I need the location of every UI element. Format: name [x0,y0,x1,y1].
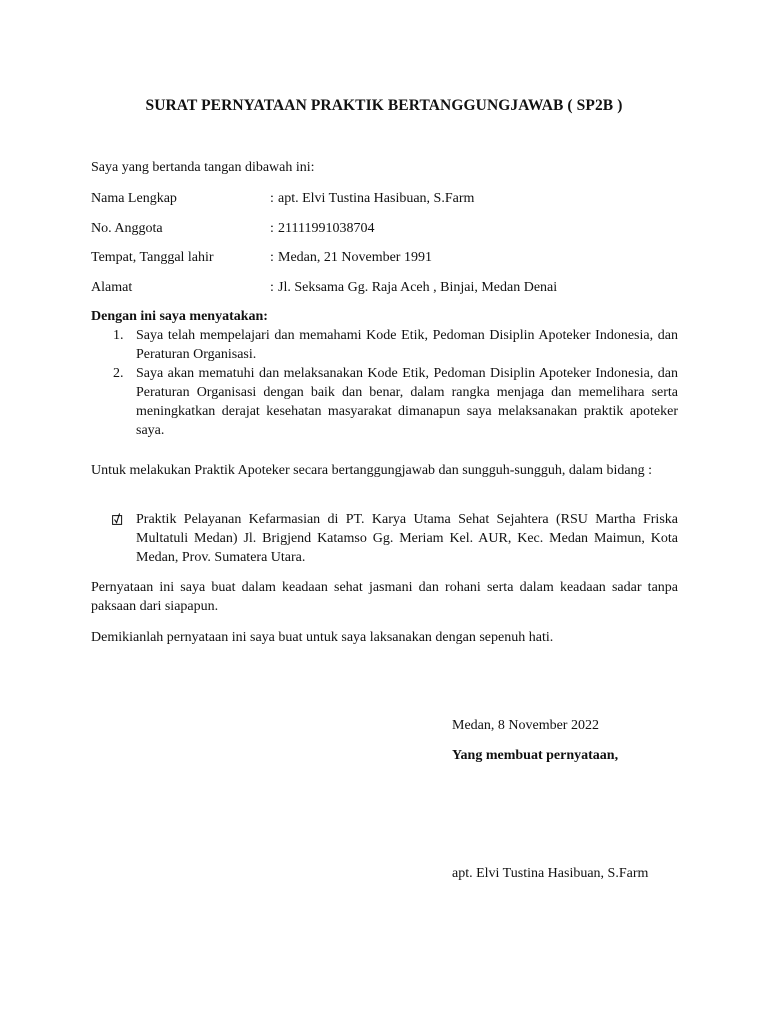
practice-item-text: Praktik Pelayanan Kefarmasian di PT. Karya Utama Sehat Sejahtera (RSU Martha Friska Multatuli Medan) Jl. Brigjend Katamso Gg. Meriam Kel. AUR, Kec. Medan Maimun, Kota Medan, Prov. Sumatera Utara. [136,512,678,565]
signature-role: Yang membuat pernyataan, [452,748,619,763]
field-label-alamat: Alamat [91,280,133,295]
declaration-text-2: Saya akan mematuhi dan melaksanakan Kode Etik, Pedoman Disiplin Apoteker Indonesia, dan Peraturan Organisasi dengan baik dan benar, dalam rangka menjaga dan memelihara serta meningkatkan derajat kesehatan masyarakat dimanapun saya melaksanakan praktik apoteker saya. [136,366,678,438]
field-value-ttl: Medan, 21 November 1991 [278,250,432,265]
field-colon: : [270,280,274,295]
field-label-anggota: No. Anggota [91,221,163,236]
practice-item [91,510,678,567]
field-label-ttl: Tempat, Tanggal lahir [91,250,214,265]
field-row-alamat [91,278,691,297]
checked-box-icon [112,513,123,525]
field-value-nama: apt. Elvi Tustina Hasibuan, S.Farm [278,191,475,206]
closing-statement: Demikianlah pernyataan ini saya buat untuk saya laksanakan dengan sepenuh hati. [91,630,554,645]
declaration-number-2: 2. [113,366,124,381]
field-row-nama [91,189,691,208]
purpose-paragraph: Untuk melakukan Praktik Apoteker secara bertanggungjawab dan sungguh-sungguh, dalam bidang : [91,463,653,478]
field-value-anggota: 21111991038704 [278,221,375,236]
declaration-heading: Dengan ini saya menyatakan: [91,309,268,324]
field-row-ttl [91,248,691,267]
field-row-anggota [91,219,691,238]
intro-text: Saya yang bertanda tangan dibawah ini: [91,160,315,175]
field-colon: : [270,191,274,206]
declaration-list [91,326,678,440]
health-statement: Pernyataan ini saya buat dalam keadaan sehat jasmani dan rohani serta dalam keadaan sadar tanpa paksaan dari siapapun. [91,580,678,614]
field-colon: : [270,221,274,236]
field-colon: : [270,250,274,265]
signature-name: apt. Elvi Tustina Hasibuan, S.Farm [452,866,649,881]
declaration-item-1 [91,326,678,364]
document-title: SURAT PERNYATAAN PRAKTIK BERTANGGUNGJAWAB ( SP2B ) [145,97,623,114]
field-value-alamat: Jl. Seksama Gg. Raja Aceh , Binjai, Medan Denai [278,280,558,295]
declaration-item-2 [91,364,678,440]
declaration-text-1: Saya telah mempelajari dan memahami Kode Etik, Pedoman Disiplin Apoteker Indonesia, dan Peraturan Organisasi. [136,328,678,362]
signature-place-date: Medan, 8 November 2022 [452,718,599,733]
declaration-number-1: 1. [113,328,124,343]
field-label-nama: Nama Lengkap [91,191,177,206]
